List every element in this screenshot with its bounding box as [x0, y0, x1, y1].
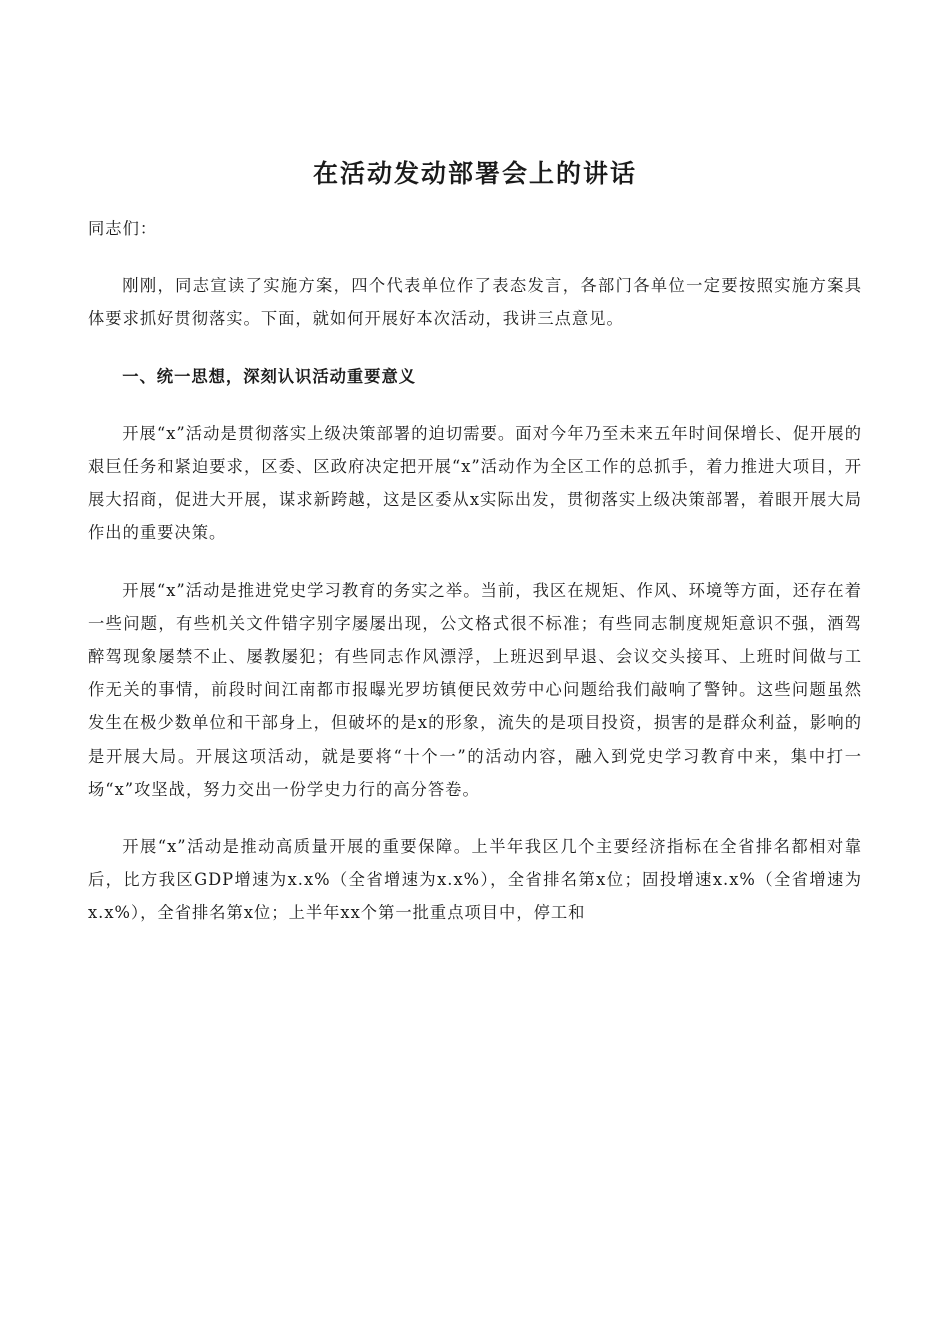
body-paragraph-2: 开展“x”活动是推进党史学习教育的务实之举。当前，我区在规矩、作风、环境等方面，还存在着一些问题，有些机关文件错字别字屡屡出现，公文格式很不标准；有些同志制度规矩意识不强，酒驾醉驾现象屡禁不止、屡教屡犯；有些同志作风漂浮，上班迟到早退、会议交头接耳、上班时间做与工作无关的事情，前段时间江南都市报曝光罗坊镇便民效劳中心问题给我们敲响了警钟。这些问题虽然发生在极少数单位和干部身上，但破坏的是x的形象，流失的是项目投资，损害的是群众利益，影响的是开展大局。开展这项活动，就是要将“十个一”的活动内容，融入到党史学习教育中来，集中打一场“x”攻坚战，努力交出一份学史力行的高分答卷。: [88, 580, 862, 799]
intro-paragraph: 刚刚，同志宣读了实施方案，四个代表单位作了表态发言，各部门各单位一定要按照实施方案具体要求抓好贯彻落实。下面，就如何开展好本次活动，我讲三点意见。: [88, 276, 862, 329]
document-title: 在活动发动部署会上的讲话: [312, 159, 637, 188]
body-paragraph-3: 开展“x”活动是推动高质量开展的重要保障。上半年我区几个主要经济指标在全省排名都相对靠后，比方我区GDP增速为x.x%（全省增速为x.x%），全省排名第x位；固投增速x.x%（全省增速为x.x%），全省排名第x位；上半年xx个第一批重点项目中，停工和: [88, 837, 862, 923]
section-heading: 一、统一思想，深刻认识活动重要意义: [122, 366, 417, 386]
body-paragraph-1: 开展“x”活动是贯彻落实上级决策部署的迫切需要。面对今年乃至未来五年时间保增长、促开展的艰巨任务和紧迫要求，区委、区政府决定把开展“x”活动作为全区工作的总抓手，着力推进大项目，开展大招商，促进大开展，谋求新跨越，这是区委从x实际出发，贯彻落实上级决策部署，着眼开展大局作出的重要决策。: [88, 423, 862, 543]
document-body: [88, 212, 862, 930]
salutation: 同志们：: [88, 219, 158, 238]
